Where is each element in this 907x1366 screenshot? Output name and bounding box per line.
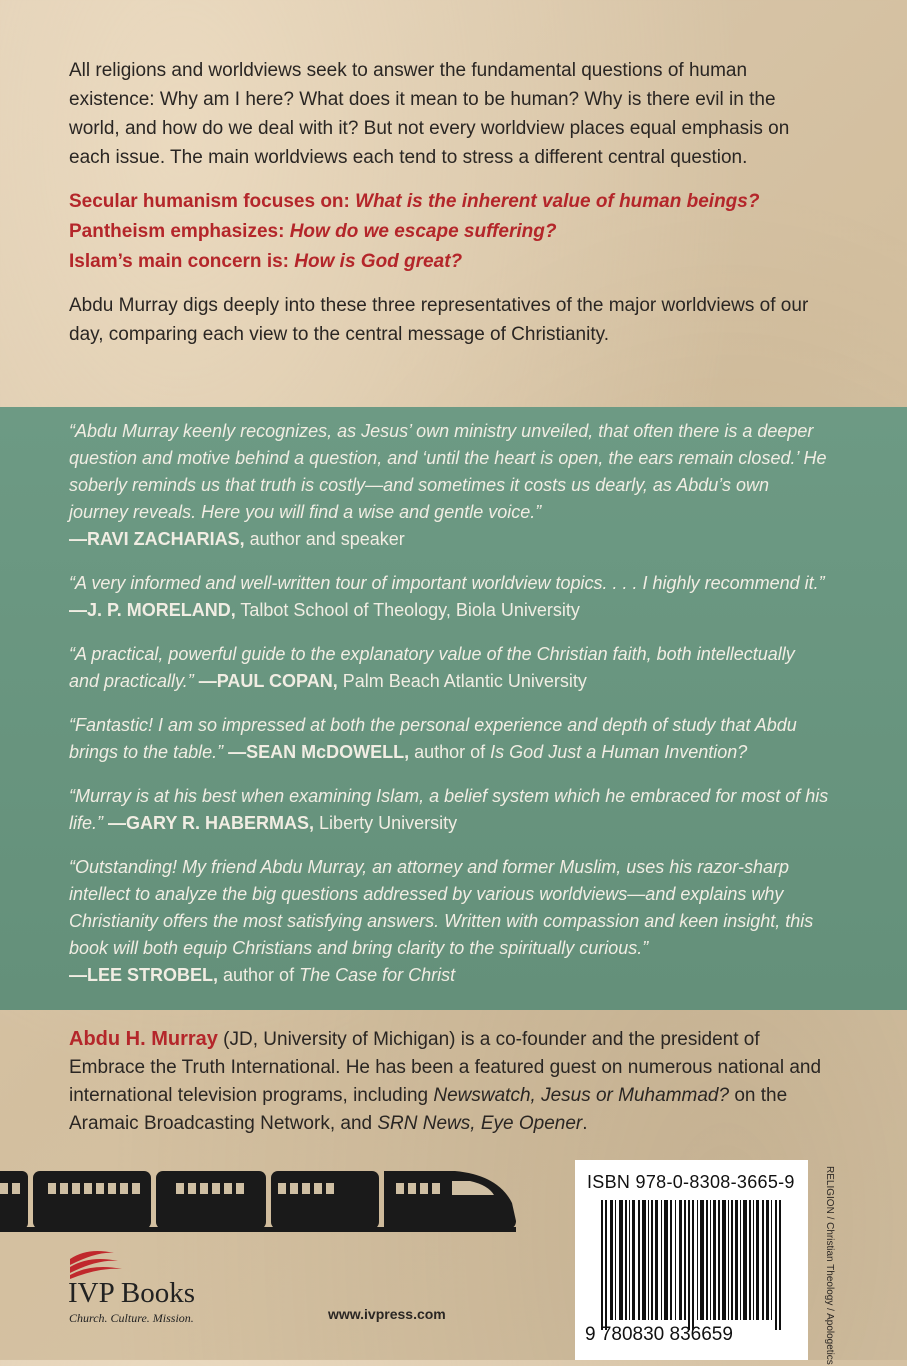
endorsements-list [69, 418, 829, 1006]
publisher-tagline: Church. Culture. Mission. [69, 1311, 194, 1325]
barcode-digits: 9 780830 836659 [585, 1324, 733, 1345]
publisher-url: www.ivpress.com [328, 1306, 446, 1322]
author-name: Abdu H. Murray [69, 1028, 218, 1050]
teaser-pantheism: Pantheism emphasizes: How do we escape suffering? [69, 221, 557, 242]
author-bio: Abdu H. Murray (JD, University of Michigan) is a co-founder and the president of Embrace the Truth International. He has been a featured guest on numerous national and international television programs, including Newswatch, Jesus or Muhammad? on the Aramaic Broadcasting Network, and SRN News, Eye Opener. [69, 1028, 822, 1134]
isbn-text: ISBN 978-0-8308-3665-9 [587, 1172, 795, 1192]
worldview-questions [69, 187, 829, 277]
endorsement: “Outstanding! My friend Abdu Murray, an attorney and former Muslim, uses his razor-sharp intellect to analyze the big questions addressed by various worldviews—and explains why Christianity offers the most satisfying answers. Written with compassion and keen insight, this book will both equip Christians and bring clarity to the spiritually curious.” —LEE STROBEL, author of The Case for Christ [69, 857, 814, 985]
endorsement: “A practical, powerful guide to the explanatory value of the Christian faith, both intellectually and practically.” —PAUL COPAN, Palm Beach Atlantic University [69, 644, 795, 691]
category-label: RELIGION / Christian Theology / Apologetics [824, 1166, 835, 1365]
barcode-panel [575, 1160, 808, 1360]
ivp-flame-icon [68, 1245, 128, 1279]
intro-section [69, 56, 829, 349]
endorsement: “A very informed and well-written tour of important worldview topics. . . . I highly recommend it.” —J. P. MORELAND, Talbot School of Theology, Biola University [69, 573, 825, 620]
teaser-humanism: Secular humanism focuses on: What is the inherent value of human beings? [69, 191, 760, 212]
endorsement: “Abdu Murray keenly recognizes, as Jesus’ own ministry unveiled, that often there is a deeper question and motive behind a question, and ‘until the heart is open, the ears remain closed.’ He soberly reminds us that truth is costly—and sometimes it costs us dearly, as Abdu’s own journey reveals. Here you will find a wise and gentle voice.” —RAVI ZACHARIAS, author and speaker [69, 421, 827, 549]
endorsement: “Murray is at his best when examining Islam, a belief system which he embraced for most of his life.” —GARY R. HABERMAS, Liberty University [69, 786, 829, 833]
intro-paragraph: All religions and worldviews seek to answer the fundamental questions of human existence: Why am I here? What does it mean to be human? Why is there evil in the world, and how do we deal with it? But not every worldview places equal emphasis on each issue. The main worldviews each tend to stress a different central question. [69, 60, 790, 168]
train-silhouette [0, 1163, 520, 1235]
publisher-name: IVP Books [68, 1277, 196, 1309]
endorsement: “Fantastic! I am so impressed at both the personal experience and depth of study that Abdu brings to the table.” —SEAN McDOWELL, author of Is God Just a Human Invention? [69, 715, 797, 762]
barcode [587, 1200, 797, 1330]
teaser-islam: Islam’s main concern is: How is God great? [69, 251, 463, 272]
publisher-logo [68, 1245, 238, 1325]
summary-paragraph: Abdu Murray digs deeply into these three representatives of the major worldviews of our day, comparing each view to the central message of Christianity. [69, 295, 809, 345]
